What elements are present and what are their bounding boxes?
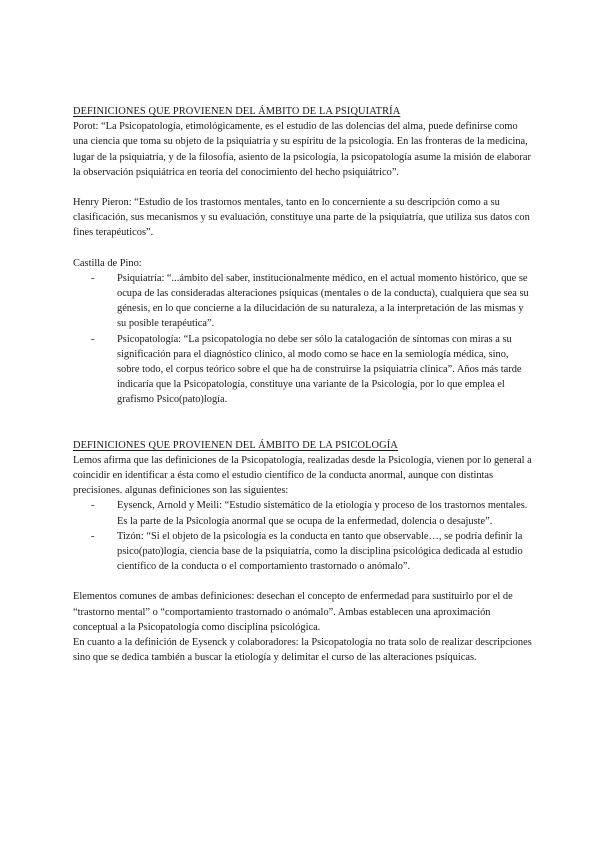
- paragraph-pieron: Henry Pieron: “Estudio de los trastornos mentales, tanto en lo concerniente a su descripción como a su clasificación, sus mecanismos y su evaluación, constituye una parte de la psiquiatría, que utiliza sus datos con fines terapéuticos”.: [73, 197, 530, 239]
- psicologia-definitions-list: [73, 498, 533, 574]
- list-item: [91, 529, 533, 575]
- dash-bullet: -: [91, 500, 95, 512]
- dash-bullet: -: [91, 272, 95, 284]
- list-item-text: Psiquiatría: “...ámbito del saber, institucionalmente médico, en el actual momento histórico, que se ocupa de las consideradas alteraciones psíquicas (mentales o de la conducta), cualquiera que sea su génesis, en lo que concierne a la dilucidación de su naturaleza, a la interpretación de las mismas y su posible terapéutica”.: [117, 272, 529, 330]
- list-item: [91, 498, 533, 528]
- section-heading-psicologia: DEFINICIONES QUE PROVIENEN DEL ÁMBITO DE LA PSICOLOGÍA: [73, 439, 398, 451]
- list-item-text: Tizón: “Si el objeto de la psicología es la conducta en tanto que observable…, se podría definir la psico(pato)logía, ciencia base de la psiquiatría, como la disciplina psicológica dedicada al estudio científico de la conducta o el comportamiento trastornado o anómalo”.: [117, 530, 523, 573]
- paragraph-elementos-comunes: Elementos comunes de ambas definiciones: desechan el concepto de enfermedad para sustituirlo por el de “trastorno mental” o “comportamiento trastornado o anómalo”. Ambas establecen una aproximación conceptual a la Psicopatología como disciplina psicológica.: [73, 591, 513, 633]
- document-page: [73, 104, 533, 666]
- castilla-definitions-list: [73, 271, 533, 408]
- paragraph-eysenck-note: En cuanto a la definición de Eysenck y colaboradores: la Psicopatología no trata solo de realizar descripciones sino que se dedica también a buscar la etiología y delimitar el curso de las alteraciones psíquicas.: [73, 637, 532, 664]
- label-castilla-de-pino: Castilla de Pino:: [73, 257, 142, 269]
- dash-bullet: -: [91, 530, 95, 542]
- section-heading-psiquiatria: DEFINICIONES QUE PROVIENEN DEL ÁMBITO DE LA PSIQUIATRÍA: [73, 106, 401, 117]
- paragraph-porot: Porot: “La Psicopatología, etimológicamente, es el estudio de las dolencias del alma, puede definirse como una ciencia que toma su objeto de la psiquiatría y su espíritu de la psicología. En las fronteras de la medicina, lugar de la psiquiatría, y de la filosofía, asiento de la psicología, la psicopatología asume la misión de elaborar la observación psiquiátrica en teoría del conocimiento del hecho psiquiátrico”.: [73, 121, 531, 178]
- list-item-text: Psicopatología: “La psicopatología no debe ser sólo la catalogación de síntomas con miras a su significación para el diagnóstico clínico, al modo como se hace en la semiología médica, sino, sobre todo, el corpus teórico sobre el que ha de construirse la psiquiatría clínica”. Años más tarde indicaría que la Psicopatología, constituye una variante de la Psicología, por lo que emplea el grafismo Psico(pato)logía.: [117, 333, 522, 406]
- list-item: [91, 332, 533, 408]
- list-item-text: Eysenck, Arnold y Meili: “Estudio sistemático de la etiología y proceso de los trastornos mentales. Es la parte de la Psicología anormal que se ocupa de la enfermedad, dolencia o desajuste”.: [117, 500, 528, 527]
- list-item: [91, 271, 533, 332]
- dash-bullet: -: [91, 333, 95, 345]
- paragraph-lemos: Lemos afirma que las definiciones de la Psicopatología, realizadas desde la Psicología, vienen por lo general a coincidir en identificar a ésta como el estudio científico de la conducta anormal, aunque con distintas precisiones. algunas definiciones son las siguientes:: [73, 454, 532, 497]
